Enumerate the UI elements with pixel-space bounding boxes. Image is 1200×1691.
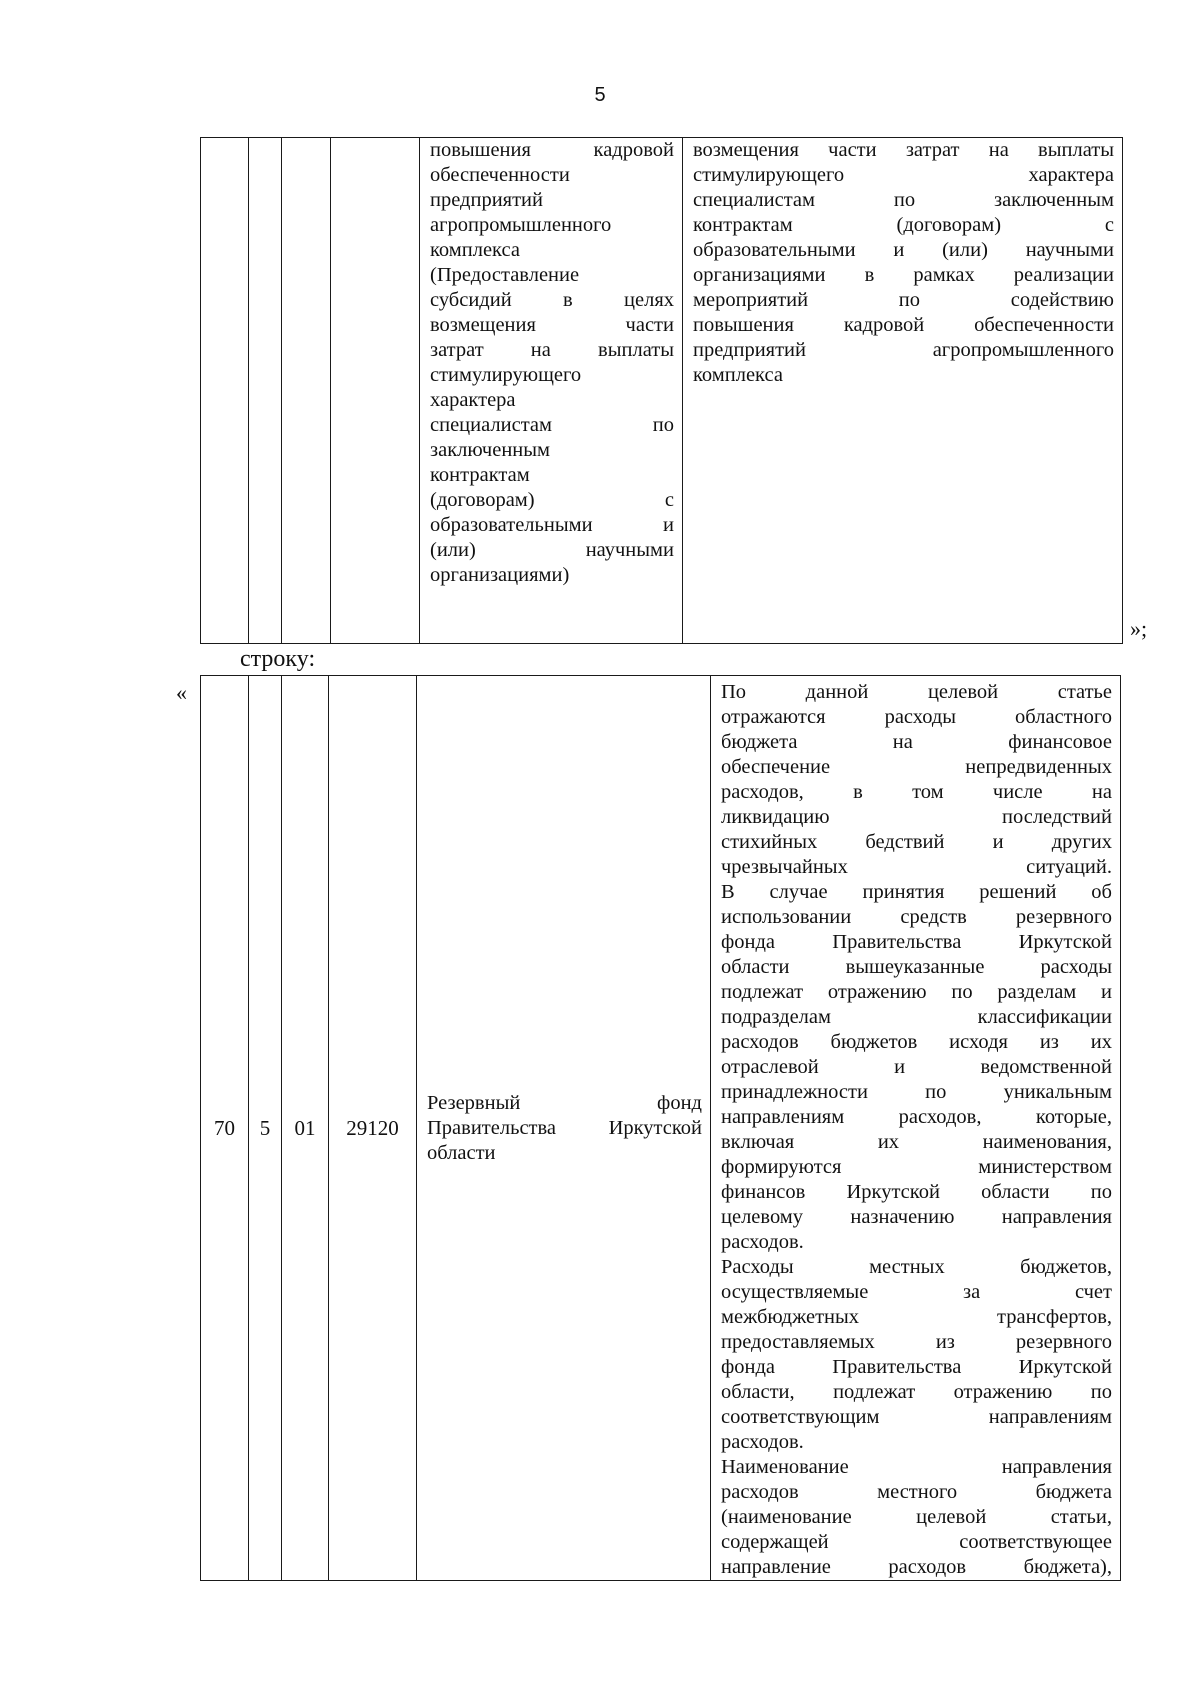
text-line: возмещения части (430, 314, 674, 336)
text-line: обеспечение непредвиденных (721, 756, 1112, 778)
text-line: расходов местного бюджета (721, 1481, 1112, 1503)
text-line: предприятий агропромышленного (693, 339, 1114, 361)
text-line: мероприятий по содействию (693, 289, 1114, 311)
text-line: чрезвычайных ситуаций. (721, 856, 1112, 878)
code-event: 01 (282, 676, 329, 1581)
code-cell-2 (249, 138, 282, 644)
text-line: целевому назначению направления (721, 1206, 1112, 1228)
code-direction: 29120 (329, 676, 417, 1581)
text-line: содержащей соответствующее (721, 1531, 1112, 1553)
text-line: межбюджетных трансфертов, (721, 1306, 1112, 1328)
text-line: стихийных бедствий и других (721, 831, 1112, 853)
text-line: области, подлежат отражению по (721, 1381, 1112, 1403)
code-program: 70 (201, 676, 249, 1581)
text-line: Резервный фонд (427, 1091, 702, 1114)
text-line: принадлежности по уникальным (721, 1081, 1112, 1103)
text-line: специалистам по (430, 414, 674, 436)
text-line: стимулирующего (430, 364, 582, 386)
code-cell-3 (282, 138, 331, 644)
text-line: Расходы местных бюджетов, (721, 1256, 1112, 1278)
text-line: организациями) (430, 564, 570, 586)
text-line: контрактам (договорам) с (693, 214, 1114, 236)
text-line: предоставляемых из резервного (721, 1331, 1112, 1353)
text-line: расходов, в том числе на (721, 781, 1112, 803)
text-line: контрактам (430, 464, 530, 486)
text-line: области вышеуказанные расходы (721, 956, 1112, 978)
text-line: возмещения части затрат на выплаты (693, 139, 1114, 161)
code-cell-1 (201, 138, 249, 644)
opening-quote: « (176, 680, 187, 705)
item-description-cell (711, 676, 1121, 1581)
item-name-text (417, 1091, 710, 1166)
text-line: (Предоставление (430, 264, 580, 286)
text-line: соответствующим направлениям (721, 1406, 1112, 1428)
continuation-table (200, 137, 1123, 644)
text-line: финансов Иркутской области по (721, 1181, 1112, 1203)
text-line: По данной целевой статье (721, 681, 1112, 703)
text-line: (договорам) с (430, 489, 674, 511)
text-line: расходов бюджетов исходя из их (721, 1031, 1112, 1053)
text-line: включая их наименования, (721, 1131, 1112, 1153)
item-name-text (420, 138, 682, 588)
text-line: подлежат отражению по разделам и (721, 981, 1112, 1003)
text-line: направлениям расходов, которые, (721, 1106, 1112, 1128)
text-line: обеспеченности (430, 164, 570, 186)
text-line: повышения кадровой обеспеченности (693, 314, 1114, 336)
text-line: предприятий (430, 189, 544, 211)
text-line: подразделам классификации (721, 1006, 1112, 1028)
text-line: использовании средств резервного (721, 906, 1112, 928)
text-line: Правительства Иркутской (427, 1116, 702, 1139)
code-subprogram: 5 (249, 676, 282, 1581)
code-cell-4 (331, 138, 420, 644)
text-line: стимулирующего характера (693, 164, 1114, 186)
text-line: расходов. (721, 1231, 804, 1253)
item-description-cell (683, 138, 1123, 644)
instruction-text: строку: (240, 646, 316, 672)
item-name-cell (420, 138, 683, 644)
closing-quote: »; (1130, 616, 1148, 641)
item-name-cell (417, 676, 711, 1581)
text-line: комплекса (430, 239, 520, 261)
text-line: формируются министерством (721, 1156, 1112, 1178)
text-line: бюджета на финансовое (721, 731, 1112, 753)
text-line: заключенным (430, 439, 551, 461)
text-line: повышения кадровой (430, 139, 674, 161)
text-line: комплекса (693, 364, 783, 386)
text-line: затрат на выплаты (430, 339, 674, 361)
text-line: субсидий в целях (430, 289, 674, 311)
text-line: организациями в рамках реализации (693, 264, 1114, 286)
text-line: ликвидацию последствий (721, 806, 1112, 828)
text-line: специалистам по заключенным (693, 189, 1114, 211)
text-line: (или) научными (430, 539, 674, 561)
text-line: Наименование направления (721, 1456, 1112, 1478)
text-line: образовательными и (или) научными (693, 239, 1114, 261)
item-description-text (711, 676, 1120, 1580)
text-line: направление расходов бюджета), (721, 1556, 1112, 1578)
page-number: 5 (594, 84, 606, 106)
text-line: фонда Правительства Иркутской (721, 931, 1112, 953)
new-row-table (200, 675, 1121, 1581)
text-line: отраслевой и ведомственной (721, 1056, 1112, 1078)
text-line: В случае принятия решений об (721, 881, 1112, 903)
text-line: расходов. (721, 1431, 804, 1453)
text-line: агропромышленного (430, 214, 612, 236)
text-line: образовательными и (430, 514, 674, 536)
text-line: (наименование целевой статьи, (721, 1506, 1112, 1528)
text-line: отражаются расходы областного (721, 706, 1112, 728)
text-line: области (427, 1141, 496, 1164)
text-line: осуществляемые за счет (721, 1281, 1112, 1303)
text-line: характера (430, 389, 516, 411)
text-line: фонда Правительства Иркутской (721, 1356, 1112, 1378)
item-description-text (683, 138, 1122, 388)
